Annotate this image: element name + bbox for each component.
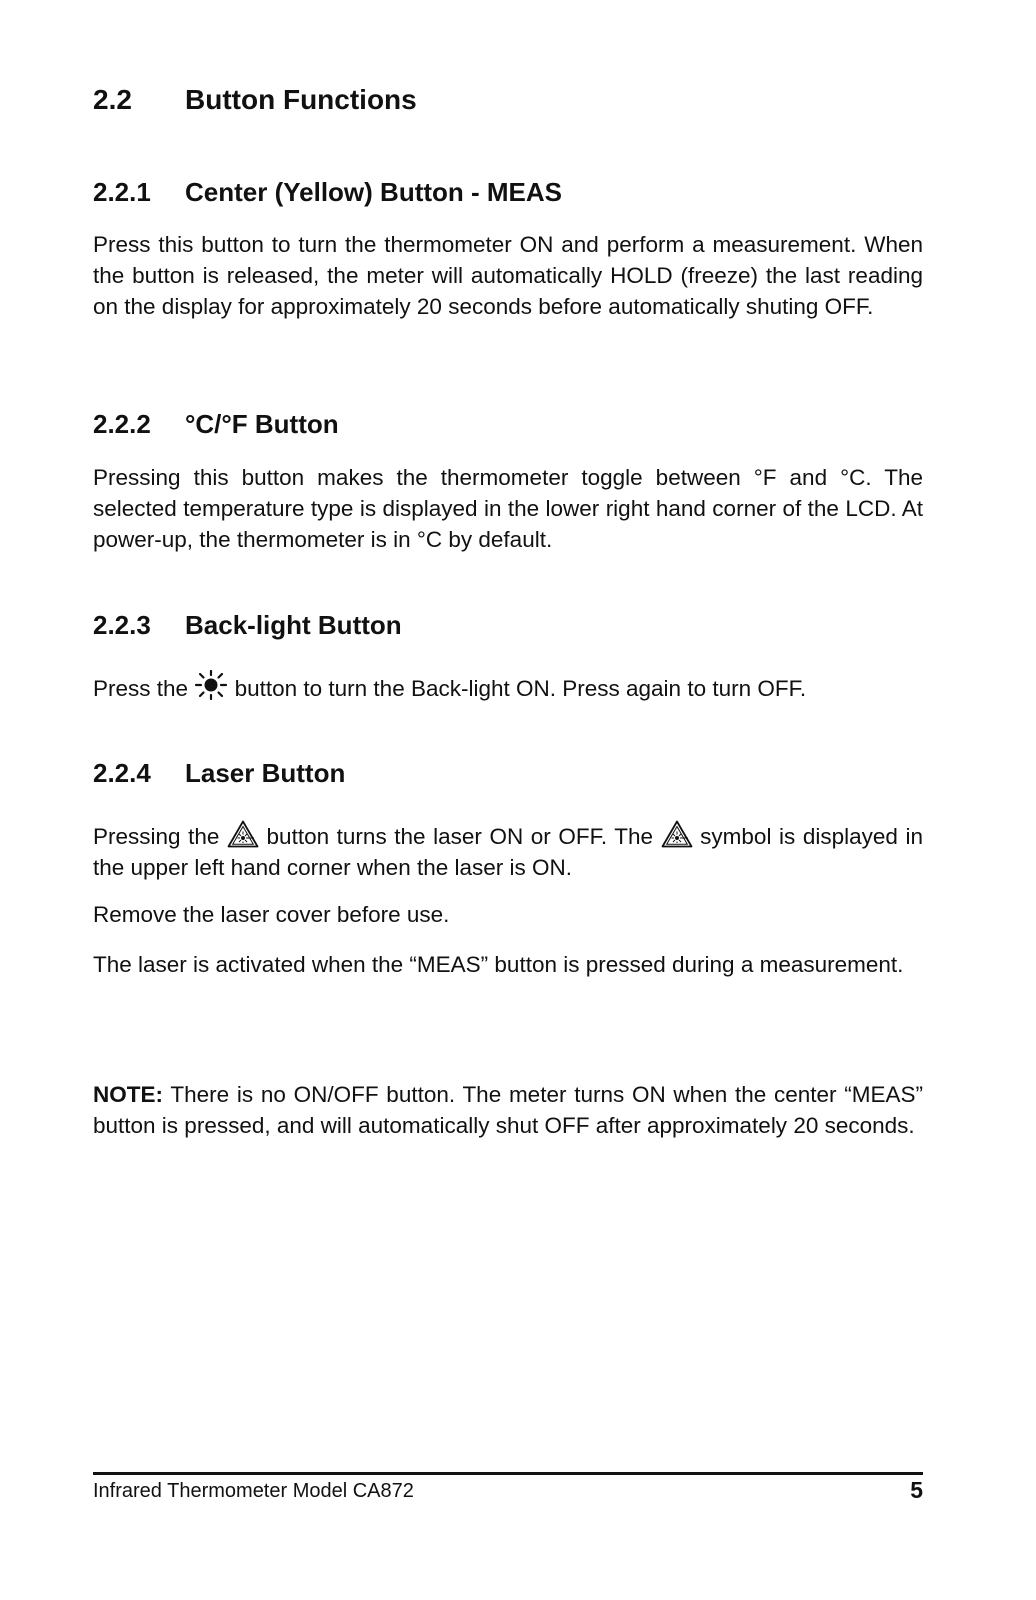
subsection-title: Back-light Button bbox=[185, 610, 402, 640]
backlight-text-start: Press the bbox=[93, 676, 189, 701]
subsection-title: °C/°F Button bbox=[185, 409, 339, 439]
laser-warning-icon bbox=[661, 820, 693, 848]
subsection-heading-laser bbox=[93, 758, 345, 789]
backlight-sun-icon bbox=[194, 670, 228, 700]
manual-page bbox=[93, 0, 923, 1600]
section-number: 2.2 bbox=[93, 84, 132, 115]
laser-text-part3: symbol is displayed in the upper left hand corner when the laser is ON. bbox=[93, 824, 923, 880]
laser-activation-description: The laser is activated when the “MEAS” button is pressed during a measurement. bbox=[93, 952, 904, 977]
section-title: Button Functions bbox=[185, 84, 417, 115]
backlight-button-description bbox=[93, 670, 923, 704]
footer-title: Infrared Thermometer Model CA872 bbox=[93, 1480, 414, 1502]
laser-text-part2: button turns the laser ON or OFF. The bbox=[266, 824, 654, 849]
subsection-number: 2.2.3 bbox=[93, 610, 151, 640]
note-label: NOTE: bbox=[93, 1082, 163, 1107]
meas-button-description: Press this button to turn the thermometer ON and perform a measurement. When the button is released, the meter will automatically HOLD (freeze) the last reading on the display for approximately 20 seconds before automatically shuting OFF. bbox=[93, 232, 923, 319]
subsection-title: Laser Button bbox=[185, 758, 346, 788]
laser-button-description bbox=[93, 820, 923, 883]
subsection-title: Center (Yellow) Button - MEAS bbox=[185, 177, 562, 207]
section-heading bbox=[93, 84, 417, 116]
backlight-text-end: button to turn the Back-light ON. Press again to turn OFF. bbox=[234, 676, 807, 701]
note-paragraph bbox=[93, 1079, 923, 1141]
subsection-number: 2.2.1 bbox=[93, 177, 151, 207]
subsection-heading-cf bbox=[93, 409, 339, 440]
laser-text-part1: Pressing the bbox=[93, 824, 220, 849]
note-text: There is no ON/OFF button. The meter turns ON when the center “MEAS” button is pressed, and will automatically shut OFF after approximately 20 seconds. bbox=[93, 1082, 923, 1138]
subsection-number: 2.2.2 bbox=[93, 409, 151, 439]
laser-warning-icon bbox=[227, 820, 259, 848]
subsection-heading-backlight bbox=[93, 610, 402, 641]
cf-button-description: Pressing this button makes the thermometer toggle between °F and °C. The selected temperature type is displayed in the lower right hand corner of the LCD. At power-up, the thermometer is in °C by default. bbox=[93, 465, 923, 552]
page-number: 5 bbox=[910, 1477, 923, 1503]
subsection-heading-meas bbox=[93, 177, 562, 208]
subsection-number: 2.2.4 bbox=[93, 758, 151, 788]
laser-cover-instruction: Remove the laser cover before use. bbox=[93, 902, 450, 927]
footer-divider bbox=[93, 1472, 923, 1475]
